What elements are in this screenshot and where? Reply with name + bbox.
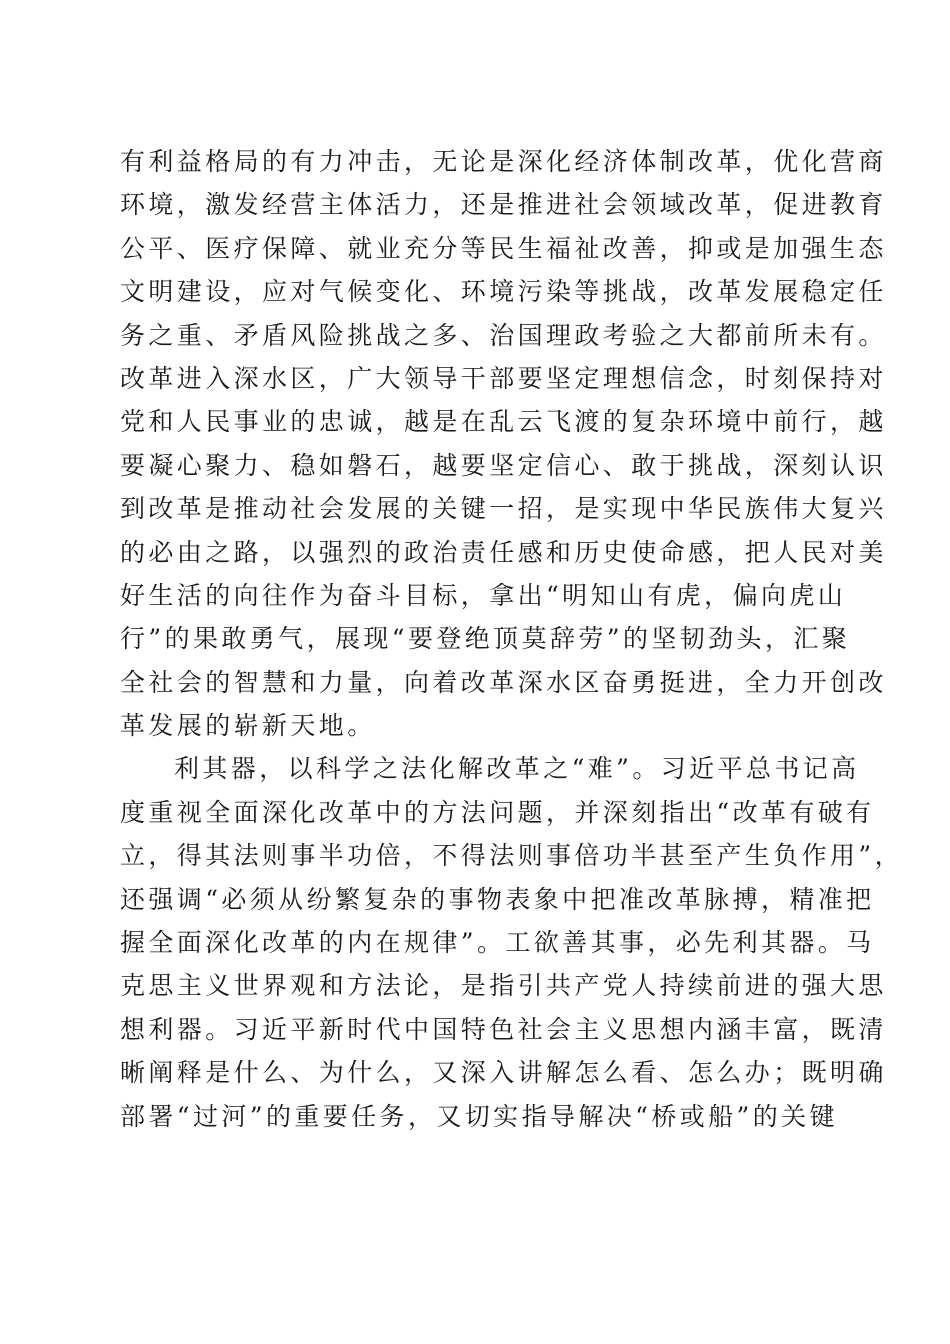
text-line: 文明建设，应对气候变化、环境污染等挑战，改革发展稳定任: [120, 277, 887, 307]
text-line: 晰阐释是什么、为什么，又深入讲解怎么看、怎么办；既明确: [120, 1058, 887, 1088]
text-line: 改革进入深水区，广大领导干部要坚定理想信念，时刻保持对: [120, 363, 887, 393]
text-line: 想利器。习近平新时代中国特色社会主义思想内涵丰富，既清: [120, 1014, 887, 1044]
text-line: 立，得其法则事半功倍，不得法则事倍功半甚至产生负作用”，: [120, 841, 903, 871]
text-line: 党和人民事业的忠诚，越是在乱云飞渡的复杂环境中前行，越: [120, 407, 887, 437]
text-line: 还强调“必须从纷繁复杂的事物表象中把准改革脉搏，精准把: [120, 884, 875, 914]
text-line: 好生活的向往作为奋斗目标，拿出“明知山有虎，偏向虎山: [120, 580, 847, 610]
text-line: 革发展的崭新天地。: [120, 711, 376, 741]
text-line: 握全面深化改革的内在规律”。工欲善其事，必先利其器。马: [120, 928, 875, 958]
text-line: 到改革是推动社会发展的关键一招，是实现中华民族伟大复兴: [120, 494, 887, 524]
text-line: 全社会的智慧和力量，向着改革深水区奋勇挺进，全力开创改: [120, 667, 887, 697]
text-line: 公平、医疗保障、就业充分等民生福祉改善，抑或是加强生态: [120, 233, 887, 263]
text-line: 的必由之路，以强烈的政治责任感和历史使命感，把人民对美: [120, 537, 887, 567]
text-line: 有利益格局的有力冲击，无论是深化经济体制改革，优化营商: [120, 147, 887, 176]
document-body: [120, 140, 903, 1138]
text-line: 行”的果敢勇气，展现“要登绝顶莫辞劳”的坚韧劲头，汇聚: [120, 624, 851, 654]
text-line: 度重视全面深化改革中的方法问题，并深刻指出“改革有破有: [120, 797, 875, 827]
text-line: 环境，激发经营主体活力，还是推进社会领域改革，促进教育: [120, 190, 887, 220]
text-line: 部署“过河”的重要任务，又切实指导解决“桥或船”的关键: [120, 1101, 838, 1131]
text-line: 要凝心聚力、稳如磐石，越要坚定信心、敢于挑战，深刻认识: [120, 450, 887, 480]
paragraph-start-line: 利其器，以科学之法化解改革之“难”。习近平总书记高: [174, 754, 860, 784]
text-line: 务之重、矛盾风险挑战之多、治国理政考验之大都前所未有。: [120, 320, 887, 350]
text-line: 克思主义世界观和方法论，是指引共产党人持续前进的强大思: [120, 971, 887, 1001]
